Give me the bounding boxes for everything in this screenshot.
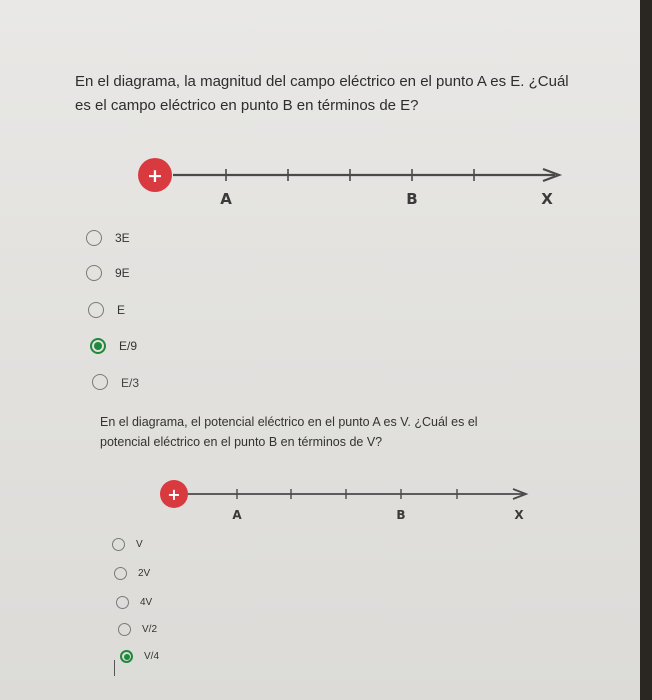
radio-button[interactable] xyxy=(86,265,102,281)
question-2 xyxy=(100,412,540,452)
radio-button[interactable] xyxy=(114,567,127,580)
question-2-text-line-1: En el diagrama, el potencial eléctrico en el punto A es V. ¿Cuál es el xyxy=(100,415,478,429)
radio-button[interactable] xyxy=(116,596,129,609)
answer-option[interactable] xyxy=(86,265,130,281)
point-a-label: A xyxy=(220,190,232,208)
point-b-label: B xyxy=(406,190,418,208)
question-1-diagram xyxy=(135,155,575,215)
point-b-label: B xyxy=(396,508,406,522)
answer-option[interactable] xyxy=(86,230,130,246)
question-1-text-line-2: es el campo eléctrico en punto B en términos de E? xyxy=(75,97,419,114)
axis-x-label: X xyxy=(514,508,524,522)
question-2-text-line-2: potencial eléctrico en el punto B en términos de V? xyxy=(100,435,383,449)
point-a-label: A xyxy=(232,508,242,522)
mouse-cursor xyxy=(114,660,115,676)
charge-symbol: + xyxy=(147,165,163,187)
radio-button[interactable] xyxy=(112,538,125,551)
answer-option-selected[interactable] xyxy=(120,650,159,663)
radio-button[interactable] xyxy=(88,302,104,318)
answer-option-label: 4V xyxy=(140,597,153,608)
answer-option-label: V/2 xyxy=(142,624,158,635)
axis-x-label: X xyxy=(541,190,553,208)
radio-button-checked[interactable] xyxy=(90,338,106,354)
answer-option-partial[interactable] xyxy=(92,374,140,390)
answer-option-label: 2V xyxy=(138,568,151,579)
answer-option-label: V/4 xyxy=(144,651,160,662)
answer-option-label: 9E xyxy=(115,266,130,280)
radio-button[interactable] xyxy=(118,623,131,636)
answer-option-label: E xyxy=(117,303,126,317)
radio-button[interactable] xyxy=(92,374,108,390)
answer-option[interactable] xyxy=(88,302,125,318)
answer-option[interactable] xyxy=(112,538,143,551)
question-1-text-line-1: En el diagrama, la magnitud del campo eléctrico en el punto A es E. ¿Cuál xyxy=(75,73,569,90)
answer-option-label: 3E xyxy=(115,231,130,245)
answer-option-label: E/9 xyxy=(119,339,138,353)
answer-option[interactable] xyxy=(116,596,152,609)
question-2-diagram xyxy=(157,479,537,529)
charge-symbol: + xyxy=(167,485,181,504)
answer-option-selected[interactable] xyxy=(90,338,137,354)
question-1 xyxy=(75,70,595,118)
radio-button[interactable] xyxy=(86,230,102,246)
radio-button-checked[interactable] xyxy=(120,650,133,663)
answer-option-label: V xyxy=(136,539,143,550)
answer-option[interactable] xyxy=(118,623,157,636)
monitor-bezel xyxy=(640,0,652,700)
answer-option-label: E/3 xyxy=(121,376,140,390)
answer-option[interactable] xyxy=(114,567,150,580)
